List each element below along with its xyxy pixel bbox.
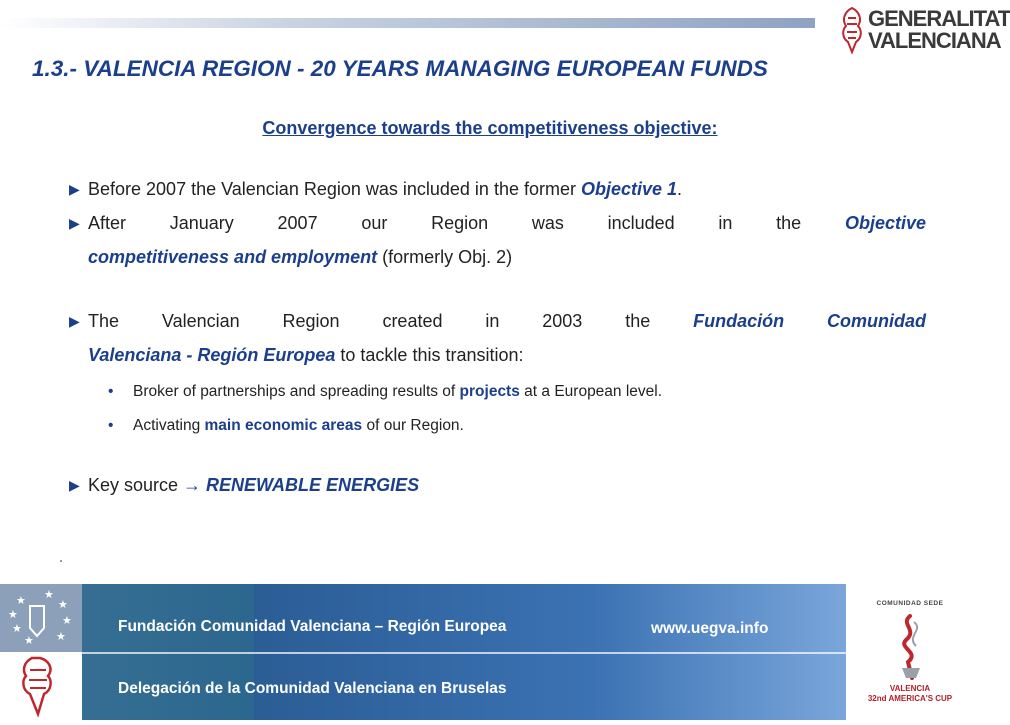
bullet-item-2-line2: competitiveness and employment (formerly Obj. 2) [88,247,513,267]
svg-text:★: ★ [16,594,26,607]
cup-logo-event: 32nd AMERICA'S CUP [867,694,953,703]
footer-foundation-name: Fundación Comunidad Valenciana – Región Europea [118,618,507,635]
americas-cup-icon [880,612,940,682]
generalitat-logo [838,4,1010,56]
stray-mark [60,560,62,562]
bullet-list [66,172,926,502]
eu-stars-icon [0,584,82,652]
arrow-right-icon: ▶ [69,313,80,329]
bullet-item-3-line1: The Valencian Region created in 2003 the Fundación Comunidad [88,311,926,331]
bullet-item-4: ▶ Key source → RENEWABLE ENERGIES [66,468,926,502]
bullet-dot-icon: • [108,417,114,434]
page-title: 1.3.- VALENCIA REGION - 20 YEARS MANAGING EUROPEAN FUNDS [32,56,768,81]
arrow-right-icon: ▶ [69,477,80,493]
americas-cup-logo [866,590,954,716]
arrow-right-icon: ▶ [69,215,80,231]
valencia-shield-box [0,652,82,720]
logo-text-line1: GENERALITAT [868,6,1010,31]
svg-text:★: ★ [44,588,54,601]
bullet-item-1: ▶ Before 2007 the Valencian Region was included in the former Objective 1. [66,172,926,206]
bullet-item-2-line1: After January 2007 our Region was included in the Objective [88,213,926,233]
sub-bullet-1: • Broker of partnerships and spreading results of projects at a European level. [66,372,926,412]
svg-text:★: ★ [8,608,18,621]
svg-text:★: ★ [24,634,34,647]
svg-text:★: ★ [58,598,68,611]
bullet-dot-icon: • [108,383,114,400]
valencia-shield-icon [838,6,866,54]
svg-text:★: ★ [56,630,66,643]
svg-text:★: ★ [12,622,22,635]
section-subtitle: Convergence towards the competitiveness objective: [262,118,718,138]
sub-bullet-2: • Activating main economic areas of our Region. [66,406,926,446]
bullet-item-2 [66,206,926,274]
cup-logo-top-text: COMUNIDAD SEDE [876,600,944,607]
arrow-right-icon: ▶ [69,181,80,197]
cup-logo-city: VALENCIA [889,684,931,693]
valencia-shield-icon [0,652,82,720]
bullet-item-3-line2: Valenciana - Región Europea to tackle this transition: [88,345,524,365]
logo-text-line2: VALENCIANA [868,28,1001,53]
eu-stars-box [0,584,82,652]
header-gradient-bar [0,18,815,28]
footer-website-link[interactable]: www.uegva.info [651,620,769,637]
bullet-item-3 [66,304,926,372]
footer-delegation-name: Delegación de la Comunidad Valenciana en Bruselas [118,680,507,697]
svg-text:★: ★ [62,614,72,627]
footer-band [0,584,846,720]
